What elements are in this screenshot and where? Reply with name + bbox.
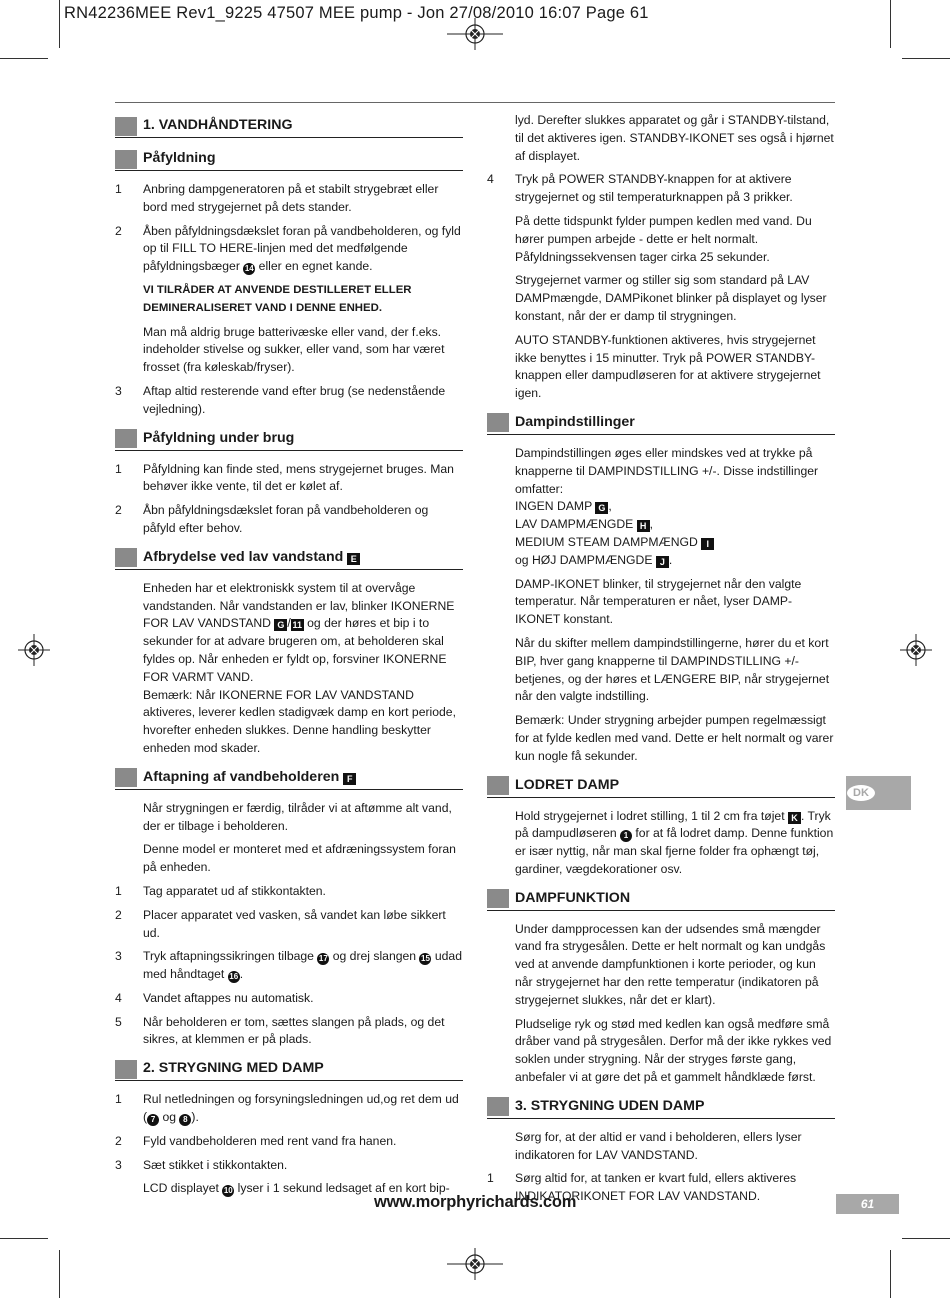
section-heading [115,148,463,171]
section-title: DAMPFUNKTION [515,889,631,906]
crop-mark [0,58,48,59]
text-run: ). [191,1110,199,1125]
item-number: 2 [115,907,122,922]
item-number: 2 [115,223,122,238]
item-number: 5 [115,1014,122,1029]
part-number-badge: 8 [179,1114,191,1126]
top-rule [115,102,835,103]
text-run: Dampindstillingen øges eller mindskes ved at trykke på knapperne til DAMPINDSTILLING +/-. Disse indstillinger omfatter: [515,445,819,496]
list-item [115,1157,463,1175]
paragraph: AUTO STANDBY-funktionen aktiveres, hvis strygejernet ikke benyttes i 15 minutter. Tryk på POWER STANDBY-knappen eller dampudløseren for at aktivere strygejernet igen. [515,332,821,401]
text-run: Enheden har et elektroniskk system til at overvåge vandstanden. Når vandstanden er lav, blinker IKONERNE FOR LAV VANDSTAND [143,580,455,631]
item-text: Tryk på POWER STANDBY-knappen for at aktivere strygejernet og stil temperaturknappen på 3 prikker. [515,172,793,205]
list-item [115,883,463,901]
item-number: 4 [115,990,122,1005]
figure-letter-badge: G [595,502,608,514]
section-bar [115,429,137,448]
text-run: LAV DAMPMÆNGDE [515,517,634,532]
paragraph: På dette tidspunkt fylder pumpen kedlen med vand. Du hører pumpen arbejde - dette er helt normalt. Påfyldningssekvensen tager cirka 25 sekunder. [515,213,812,264]
part-number-badge: 14 [244,264,254,274]
item-number: 1 [115,883,122,898]
item-text [143,948,463,984]
section-bar [115,548,137,567]
text-run: Hold strygejernet i lodret stilling, 1 til 2 cm fra tøjet [515,808,785,823]
item-number: 3 [115,383,122,398]
section-heading [487,888,835,911]
item-text: Åbn påfyldningsdækslet foran på vandbeholderen og påfyld efter behov. [143,503,429,535]
item-number: 1 [115,1092,122,1107]
item-number: 3 [115,949,122,964]
part-number-badge: 10 [223,1186,233,1196]
item-text [143,1091,463,1127]
section-bar [487,776,509,795]
section-title: 3. STRYGNING UDEN DAMP [515,1097,705,1114]
list-item [115,223,463,276]
left-column [115,115,463,1204]
section-bar [487,413,509,432]
text-run: Bemærk: Når IKONERNE FOR LAV VANDSTAND aktiveres, leverer kedlen stadigvæk damp en kort periode, hvorefter enheden slukkes. Denne handling beskytter enheden mod skader. [143,687,456,755]
figure-letter-badge: E [347,553,360,565]
text-run: LCD displayet [143,1181,219,1196]
text-run: for at få lodret damp. Denne funktion er især nyttig, når man skal fjerne folder fra ophængt tøj, gardiner, vægdekorationer osv. [515,826,834,876]
list-item [487,171,835,207]
item-text [143,223,463,276]
crop-mark [0,1238,48,1239]
crop-mark [59,0,60,48]
registration-mark-icon [900,634,932,666]
title-text: Aftapning af vandbeholderen [143,768,340,785]
figure-letter-badge: K [788,812,801,824]
paragraph [515,445,835,570]
section-heading [487,775,835,798]
item-number: 1 [487,1171,494,1186]
section-heading [115,115,463,138]
section-heading [115,1058,463,1081]
list-item [115,1133,463,1151]
figure-letter-badge: H [637,520,650,532]
paragraph: Når du skifter mellem dampindstillingerne, hører du et kort BIP, hver gang knapperne til DAMPINDSTILLING +/- betjenes, og der høres et LÆNGERE BIP, når strygejernet når den valgte indstilling. [515,635,830,704]
list-item [115,990,463,1008]
registration-mark-icon [447,1248,503,1280]
registration-mark-icon [447,18,503,50]
section-title: 2. STRYGNING MED DAMP [143,1060,324,1077]
figure-letter-badge: I [701,538,714,550]
part-number-badge: 7 [147,1114,159,1126]
item-text: Når beholderen er tom, sættes slangen på plads, og det sikres, at klemmen er på plads. [143,1014,445,1047]
figure-letter-badge: G [274,619,287,631]
section-bar [115,117,137,136]
section-title: Dampindstillinger [515,414,635,431]
list-item [115,461,463,497]
part-number-badge: 16 [229,972,239,982]
list-item [115,502,463,538]
paragraph: Denne model er monteret med et afdræningssystem foran på enheden. [143,842,456,875]
paragraph: Man må aldrig bruge batterivæske eller vand, der f.eks. indeholder stivelse og sukker, eller vand, som har været frosset (fra køleskab/fryser). [143,324,445,375]
paragraph: DAMP-IKONET blinker, til strygejernet når den valgte temperatur. Når temperaturen er nået, lyser DAMP-IKONET konstant. [515,576,802,627]
section-title [143,549,360,567]
right-column [487,112,835,1212]
section-title [143,769,356,787]
paragraph: Bemærk: Under strygning arbejder pumpen regelmæssigt for at fylde kedlen med vand. Dette er helt normalt og varer kun nogle få sekunder. [515,713,834,763]
item-number: 2 [115,1133,122,1148]
text-run: Åben påfyldningsdækslet foran på vandbeholderen, og fyld op til FILL TO HERE-linjen med det medfølgende påfyldningsbæger [143,223,461,274]
text-run: og [162,1110,177,1125]
item-text: Sørg altid for, at tanken er kvart fuld, ellers aktiveres INDIKATORIKONET FOR LAV VANDSTAND. [515,1171,797,1204]
list-item [115,181,463,217]
section-heading [115,428,463,451]
website-link[interactable]: www.morphyrichards.com [374,1193,577,1211]
item-text: Fyld vandbeholderen med rent vand fra hanen. [143,1133,397,1148]
list-item [115,948,463,984]
crop-mark [902,58,950,59]
text-run: / [287,616,291,631]
text-run: og der høres et bip i to sekunder for at advare brugeren om, at beholderen skal fyldes op. Når enheden er fyldt op, forsviner IKONERNE FOR VARMT VAND. [143,616,447,684]
item-number: 1 [115,182,122,196]
print-header: RN42236MEE Rev1_9225 47507 MEE pump - Jon 27/08/2010 16:07 Page 61 [64,4,649,22]
text-run: . Tryk på dampudløseren [515,808,831,841]
item-number: 3 [115,1157,122,1172]
list-item [115,1091,463,1127]
paragraph: Pludselige ryk og stød med kedlen kan også medføre små dråber vand på strygesålen. Derfor må der ikke rykkes ved soklen under strygning. Når der stryges første gang, anbefaler vi at gøre det på et gammelt håndklæde først. [515,1016,832,1085]
text-run: , [649,517,654,532]
paragraph [515,808,835,879]
item-text: Vandet aftappes nu automatisk. [143,990,314,1005]
crop-mark [59,1250,60,1298]
text-run: . [668,552,673,567]
item-text: Tag apparatet ud af stikkontakten. [143,883,326,898]
figure-letter-badge: 11 [292,620,303,631]
paragraph: Når strygningen er færdig, tilråder vi at aftømme alt vand, der er tilbage i beholderen. [143,800,452,833]
crop-mark [890,0,891,48]
section-bar [115,1060,137,1079]
paragraph [143,580,463,758]
language-tab-label: DK [847,785,875,801]
text-run: MEDIUM STEAM DAMPMÆNGD [515,534,698,549]
item-text: Sæt stikket i stikkontakten. [143,1157,288,1172]
part-number-badge: 15 [421,954,430,964]
text-run: Rul netledningen og forsyningsledningen ud,og ret dem ud ( [143,1092,459,1125]
text-run: , [608,499,612,514]
text-run: udad med håndtaget [143,949,462,982]
item-text: Påfyldning kan finde sted, mens strygejernet bruges. Man behøver ikke vente, til det er kølet af. [143,461,454,494]
section-bar [115,768,137,787]
list-item [115,1014,463,1050]
item-number: 2 [115,503,122,518]
item-number: 1 [115,461,122,476]
section-title: Påfyldning under brug [143,429,295,446]
section-bar [115,150,137,169]
text-run: INGEN DAMP [515,499,592,514]
paragraph: Under dampprocessen kan der udsendes små mængder vand fra strygesålen. Dette er helt normalt og kan undgås ved at anvende dampfunktionen i korte perioder, og kun når strygejernet har den rette temperatur (indikatoren på strygejernet slukkes, når det er klart). [515,921,826,1007]
text-run: Tryk aftapningssikringen tilbage [143,949,314,964]
title-text: Afbrydelse ved lav vandstand [143,548,344,565]
text-run: og HØJ DAMPMÆNGDE [515,552,653,567]
registration-mark-icon [18,634,50,666]
text-run: lyser i 1 sekund ledsaget af en kort bip- [237,1181,450,1196]
paragraph: lyd. Derefter slukkes apparatet og går i STANDBY-tilstand, til det aktiveres igen. STANDBY-IKONET ses også i hjørnet af displayet. [515,113,834,163]
text-run: eller en egnet kande. [258,259,373,274]
text-run: . [239,967,244,982]
page-number: 61 [836,1194,899,1214]
section-heading [115,547,463,570]
section-heading [487,1096,835,1119]
paragraph: Sørg for, at der altid er vand i beholderen, ellers lyser indikatoren for LAV VANDSTAND. [515,1129,802,1162]
section-title: Påfyldning [143,150,216,167]
section-heading [115,767,463,790]
item-text: Anbring dampgeneratoren på et stabilt strygebræt eller bord med strygejernet på dets stander. [143,182,439,214]
list-item [115,383,463,419]
figure-letter-badge: F [343,773,356,785]
text-run: og drej slangen [332,949,417,964]
section-title: 1. VANDHÅNDTERING [143,117,293,134]
warning-text: VI TILRÅDER AT ANVENDE DESTILLERET ELLER DEMINERALISERET VAND I DENNE ENHED. [143,283,412,314]
figure-letter-badge: J [656,556,669,568]
section-bar [487,889,509,908]
item-text: Aftap altid resterende vand efter brug (se nedenstående vejledning). [143,383,446,416]
item-text: Placer apparatet ved vasken, så vandet kan løbe sikkert ud. [143,907,446,940]
paragraph: Strygejernet varmer og stiller sig som standard på LAV DAMPmængde, DAMPikonet blinker på displayet og lyser konstant, når der er damp til strygningen. [515,273,827,323]
list-item [115,907,463,943]
part-number-badge: 17 [318,954,328,964]
item-number: 4 [487,172,494,187]
crop-mark [890,1250,891,1298]
section-heading [487,412,835,435]
crop-mark [902,1238,950,1239]
section-bar [487,1097,509,1116]
section-title: LODRET DAMP [515,776,620,793]
part-number-badge: 1 [620,830,632,842]
